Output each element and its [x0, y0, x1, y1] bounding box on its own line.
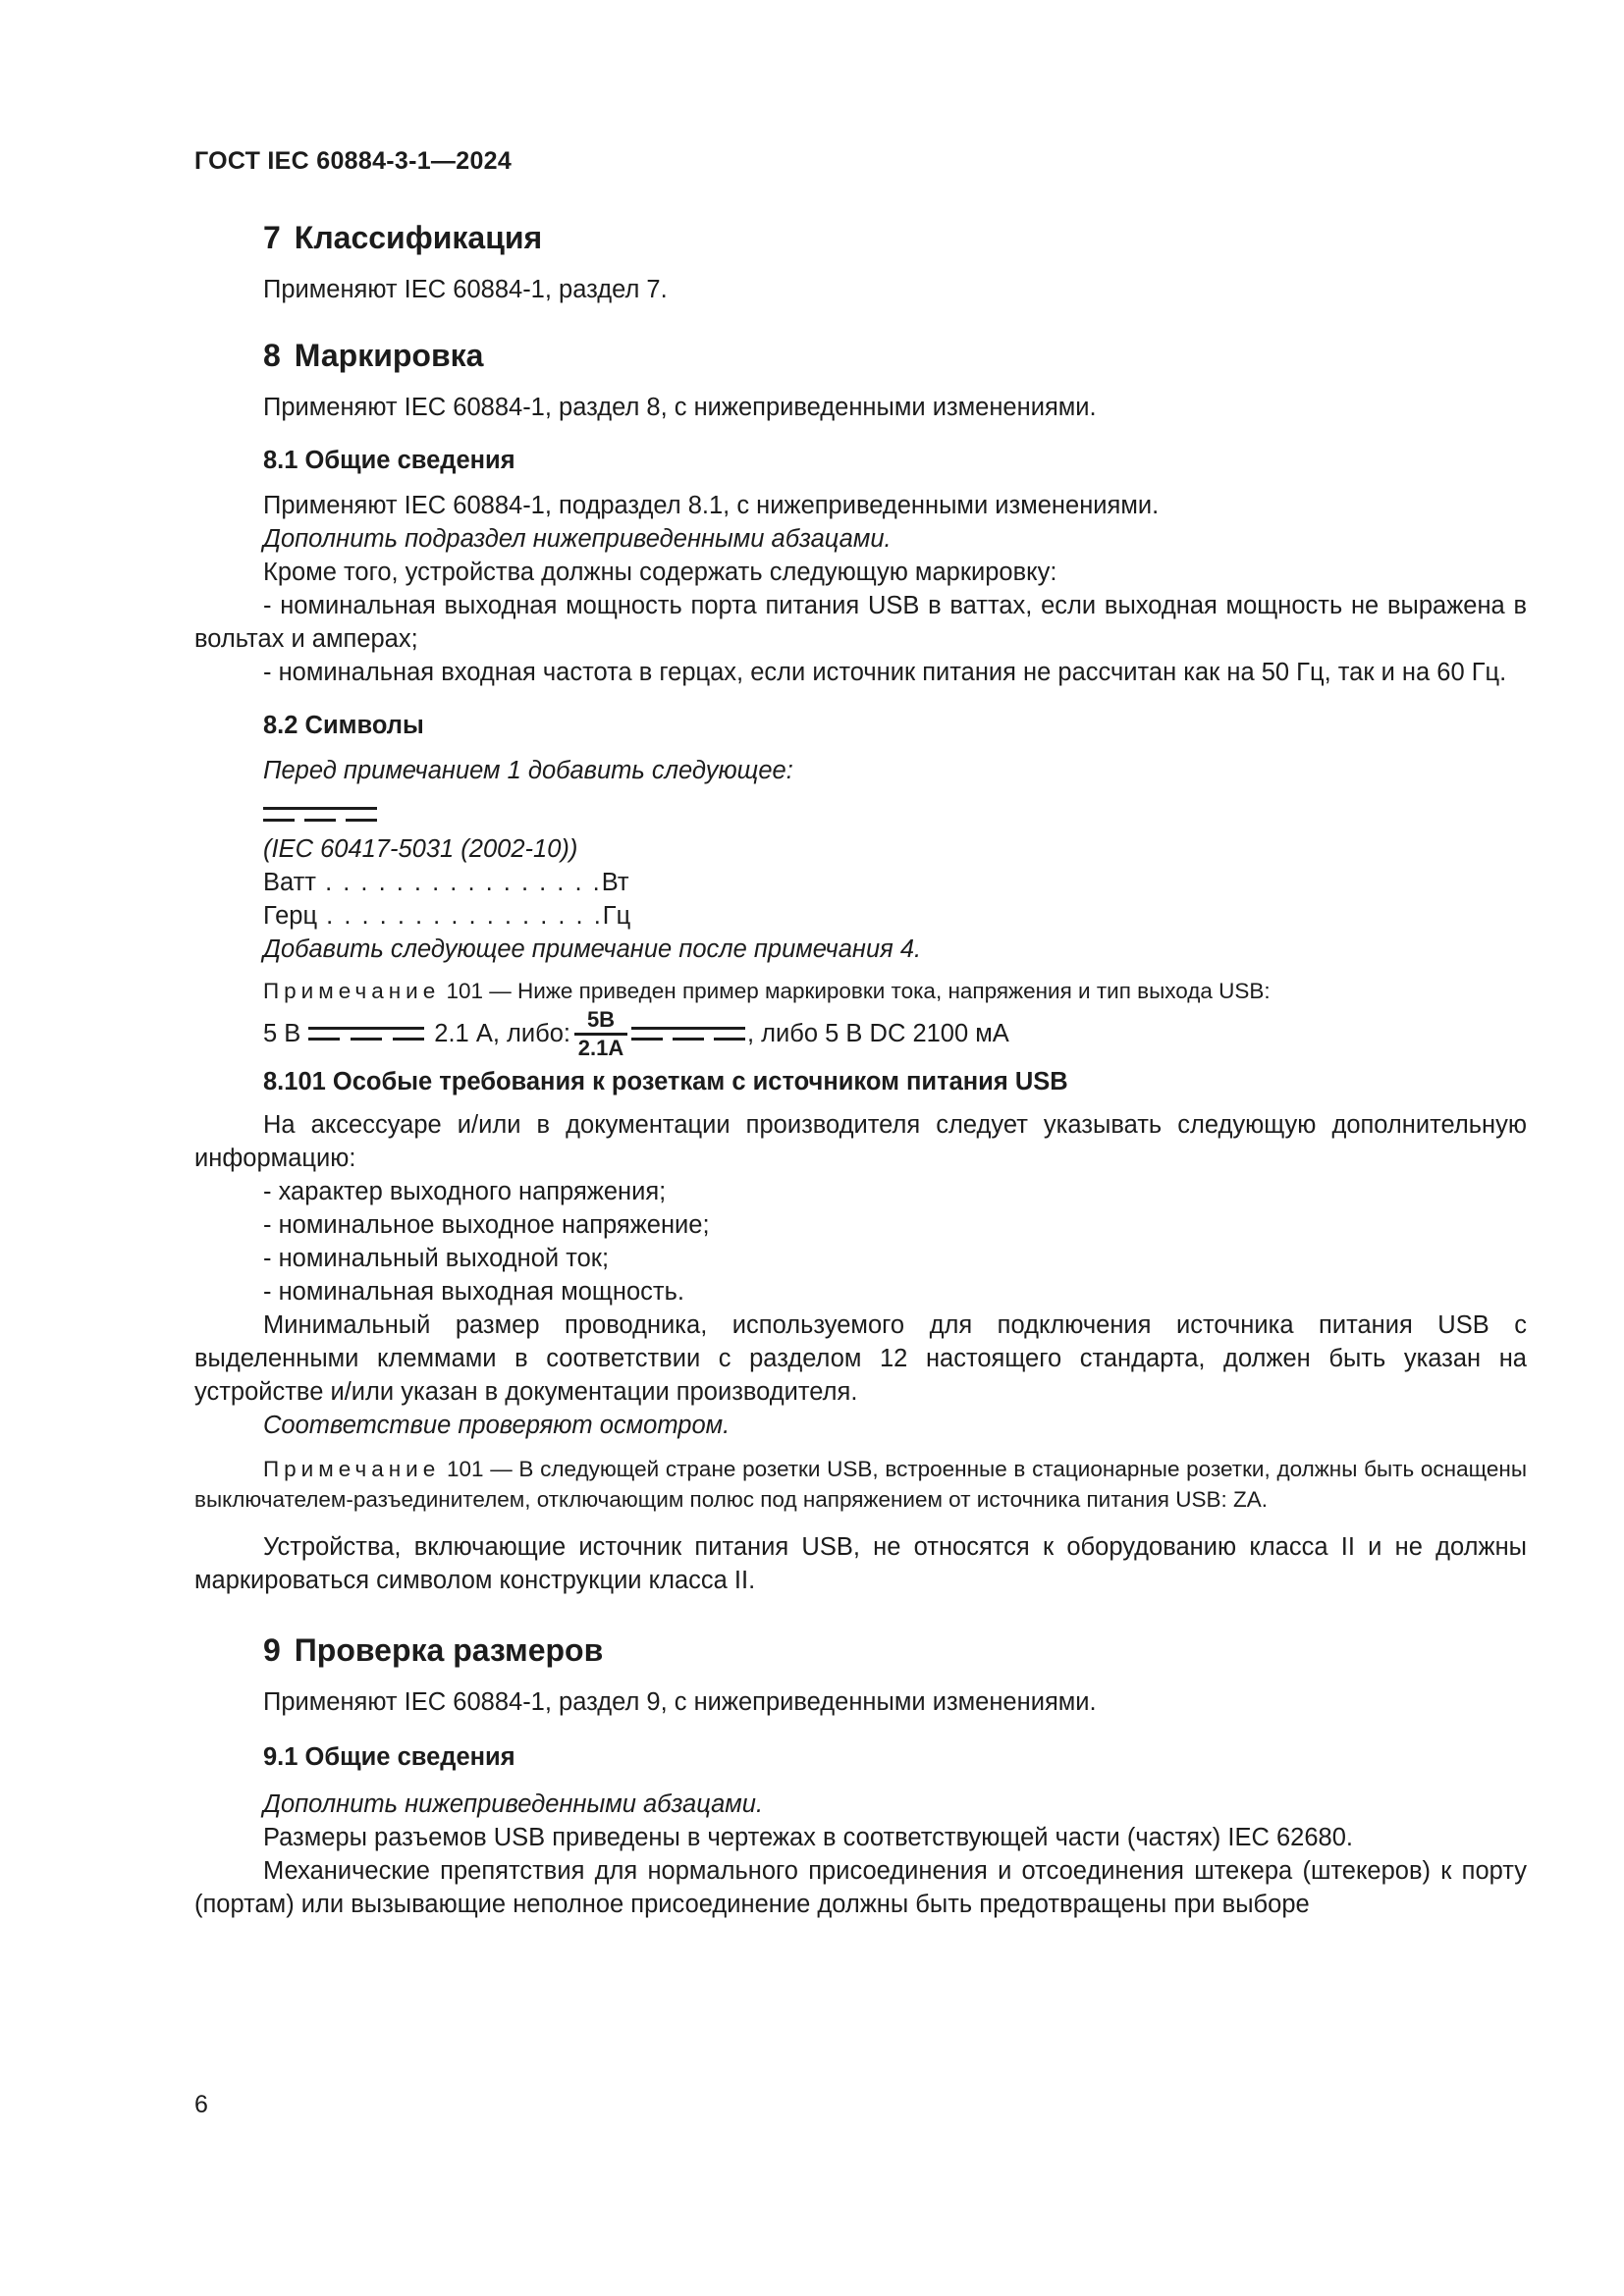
marking-example — [194, 1006, 1527, 1060]
unit-symbol: Гц — [602, 902, 631, 930]
dc-current-icon — [263, 803, 381, 827]
note-label: Примечание — [263, 979, 441, 1003]
document-header: ГОСТ IEC 60884-3-1—2024 — [194, 147, 513, 175]
paragraph: - номинальная входная частота в герцах, если источник питания не рассчитан как на 50 Гц, так и на 60 Гц. — [263, 659, 1507, 686]
paragraph: Дополнить подраздел нижеприведенными абзацами. — [263, 525, 892, 553]
paragraph: Применяют IEC 60884-1, подраздел 8.1, с нижеприведенными изменениями. — [263, 492, 1160, 519]
section-9-heading — [263, 1630, 1527, 1670]
section-8-heading — [263, 336, 1527, 375]
symbol-reference: (IEC 60417-5031 (2002-10)) — [263, 835, 578, 863]
example-current: 2.1 А, либо: — [434, 1020, 570, 1047]
section-7-heading — [263, 218, 1527, 257]
paragraph: Размеры разъемов USB приведены в чертежах в соответствующей части (частях) IEC 62680. — [263, 1824, 1353, 1851]
paragraph: Соответствие проверяют осмотром. — [263, 1412, 731, 1439]
note-text: 101 — В следующей стране розетки USB, встроенные в стационарные розетки, должны быть оснащены выключателем-разъединителем, отключающим полюс под напряжением от источника питания USB: ZA. — [194, 1457, 1527, 1512]
paragraph: - номинальная выходная мощность порта питания USB в ваттах, если выходная мощность не выражена в вольтах и амперах; — [194, 592, 1527, 653]
page-number: 6 — [194, 2091, 208, 2118]
page-content — [194, 218, 1527, 1921]
dc-current-icon — [306, 1022, 428, 1045]
paragraph: Перед примечанием 1 добавить следующее: — [263, 757, 793, 784]
list-item: - номинальное выходное напряжение; — [263, 1211, 710, 1239]
dc-current-icon — [631, 1022, 747, 1045]
note-101 — [194, 1454, 1527, 1515]
paragraph: Добавить следующее примечание после примечания 4. — [263, 935, 922, 963]
example-voltage: 5 В — [263, 1020, 301, 1047]
subsection-8-1-heading: 8.1 Общие сведения — [263, 447, 515, 474]
note-101 — [194, 976, 1527, 1006]
dot-leader: . . . . . . . . . . . . . . . . — [316, 869, 602, 896]
dot-leader: . . . . . . . . . . . . . . . . — [317, 902, 603, 930]
subsection-8-101-heading: 8.101 Особые требования к розеткам с источником питания USB — [263, 1068, 1068, 1095]
paragraph: На аксессуаре и/или в документации производителя следует указывать следующую дополнительную информацию: — [194, 1111, 1527, 1172]
paragraph: Применяют IEC 60884-1, раздел 7. — [263, 276, 668, 303]
subsection-8-2-heading: 8.2 Символы — [263, 712, 424, 739]
unit-row-hertz — [194, 899, 1527, 933]
unit-symbol: Вт — [601, 869, 629, 896]
paragraph: Кроме того, устройства должны содержать следующую маркировку: — [263, 559, 1057, 586]
note-text: 101 — Ниже приведен пример маркировки тока, напряжения и тип выхода USB: — [440, 979, 1271, 1003]
section-number: 9 — [263, 1632, 281, 1668]
paragraph: Дополнить нижеприведенными абзацами. — [263, 1790, 764, 1818]
paragraph: Применяют IEC 60884-1, раздел 8, с нижеприведенными изменениями. — [263, 394, 1097, 421]
list-item: - характер выходного напряжения; — [263, 1178, 667, 1205]
paragraph: Минимальный размер проводника, используемого для подключения источника питания USB с выделенными клеммами в соответствии с разделом 12 настоящего стандарта, должен быть указан на устройстве и/или указан в документации производителя. — [194, 1311, 1527, 1406]
unit-label: Ватт — [263, 869, 316, 896]
unit-label: Герц — [263, 902, 318, 930]
fraction-marking — [574, 1006, 627, 1060]
list-item: - номинальный выходной ток; — [263, 1245, 610, 1272]
paragraph: Механические препятствия для нормального присоединения и отсоединения штекера (штекеров) к порту (портам) или вызывающие неполное присоединение должны быть предотвращены при выборе — [194, 1857, 1527, 1918]
subsection-9-1-heading: 9.1 Общие сведения — [263, 1743, 515, 1771]
example-alt: , либо 5 В DC 2100 мА — [747, 1020, 1009, 1047]
dc-symbol — [194, 797, 1527, 832]
section-number: 8 — [263, 338, 281, 373]
unit-row-watt — [194, 866, 1527, 899]
section-title: Маркировка — [294, 338, 484, 373]
paragraph: Устройства, включающие источник питания USB, не относятся к оборудованию класса II и не должны маркироваться символом конструкции класса II. — [194, 1533, 1527, 1594]
section-title: Проверка размеров — [294, 1632, 604, 1668]
paragraph: Применяют IEC 60884-1, раздел 9, с нижеприведенными изменениями. — [263, 1688, 1097, 1716]
fraction-denominator: 2.1А — [577, 1035, 624, 1060]
list-item: - номинальная выходная мощность. — [263, 1278, 684, 1306]
section-title: Классификация — [294, 220, 543, 255]
section-number: 7 — [263, 220, 281, 255]
fraction-numerator: 5В — [586, 1006, 616, 1032]
note-label: Примечание — [263, 1457, 441, 1481]
